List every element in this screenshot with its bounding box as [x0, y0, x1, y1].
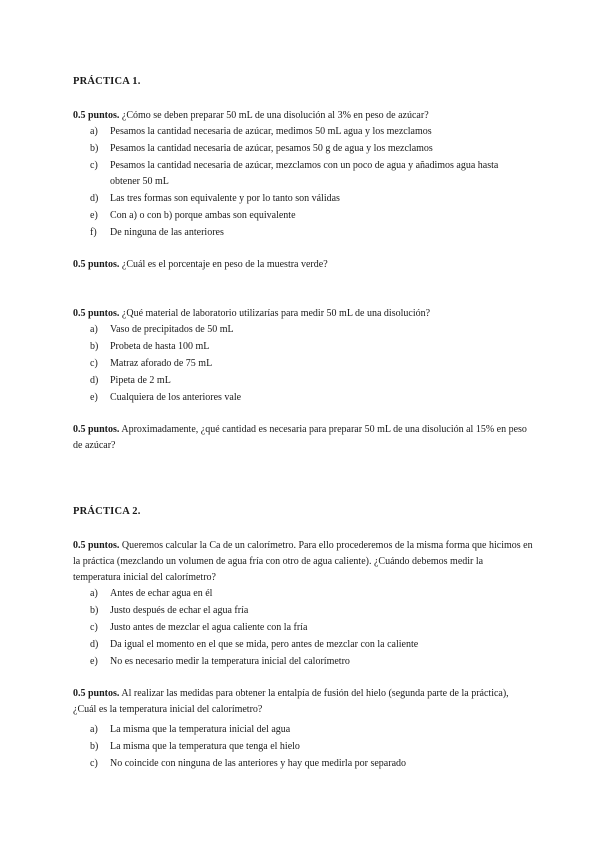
options-2-2 [73, 722, 533, 773]
section-title-practica-2: PRÁCTICA 2. [73, 506, 141, 517]
option-text: Probeta de hasta 100 mL [110, 341, 210, 352]
option-text: De ninguna de las anteriores [110, 227, 224, 238]
option-item [73, 654, 533, 671]
option-item [73, 141, 533, 158]
option-text: Vaso de precipitados de 50 mL [110, 324, 234, 335]
option-item [73, 322, 533, 339]
option-label: d) [90, 639, 99, 650]
option-label: b) [90, 741, 99, 752]
question-points: 0.5 puntos. [73, 308, 120, 319]
option-item [73, 225, 533, 242]
option-label: c) [90, 160, 98, 171]
option-item [73, 586, 533, 603]
option-text: La misma que la temperatura que tenga el hielo [110, 741, 300, 752]
question-1-4 [73, 422, 533, 454]
option-text: La misma que la temperatura inicial del agua [110, 724, 291, 735]
section-title-practica-1: PRÁCTICA 1. [73, 76, 141, 87]
question-1-1 [73, 108, 533, 124]
options-1-3 [73, 322, 533, 407]
question-1-3 [73, 306, 533, 322]
option-item [73, 722, 533, 739]
question-points: 0.5 puntos. [73, 259, 120, 270]
question-2-1 [73, 538, 533, 586]
option-label: a) [90, 126, 98, 137]
option-item [73, 390, 533, 407]
option-text: Cualquiera de los anteriores vale [110, 392, 242, 403]
option-label: e) [90, 392, 98, 403]
option-text: Pesamos la cantidad necesaria de azúcar, medimos 50 mL agua y los mezclamos [110, 126, 432, 137]
option-item [73, 756, 533, 773]
option-item [73, 208, 533, 225]
option-label: a) [90, 324, 98, 335]
question-points: 0.5 puntos. [73, 688, 120, 699]
option-label: c) [90, 622, 98, 633]
question-points: 0.5 puntos. [73, 424, 120, 435]
option-label: b) [90, 341, 99, 352]
option-label: d) [90, 375, 99, 386]
option-text: Pesamos la cantidad necesaria de azúcar, mezclamos con un poco de agua y añadimos agua hasta obtener 50 mL [110, 160, 499, 187]
option-label: e) [90, 656, 98, 667]
option-label: f) [90, 227, 97, 238]
question-points: 0.5 puntos. [73, 110, 120, 121]
option-label: d) [90, 193, 99, 204]
question-1-2 [73, 257, 533, 273]
option-label: c) [90, 358, 98, 369]
question-points: 0.5 puntos. [73, 540, 120, 551]
option-label: b) [90, 143, 99, 154]
option-label: a) [90, 588, 98, 599]
question-text: Al realizar las medidas para obtener la entalpía de fusión del hielo (segunda parte de la práctica), ¿Cuál es la temperatura inicial del calorímetro? [73, 688, 509, 715]
option-label: a) [90, 724, 98, 735]
question-text: Aproximadamente, ¿qué cantidad es necesaria para preparar 50 mL de una disolución al 15% en peso de azúcar? [73, 424, 527, 451]
options-2-1 [73, 586, 533, 671]
question-text: ¿Qué material de laboratorio utilizarías para medir 50 mL de una disolución? [121, 308, 431, 319]
option-label: e) [90, 210, 98, 221]
option-item [73, 339, 533, 356]
option-text: Pesamos la cantidad necesaria de azúcar, pesamos 50 g de agua y los mezclamos [110, 143, 433, 154]
option-item [73, 158, 533, 191]
option-text: Las tres formas son equivalente y por lo tanto son válidas [110, 193, 340, 204]
option-text: Da igual el momento en el que se mida, pero antes de mezclar con la caliente [110, 639, 419, 650]
option-text: Matraz aforado de 75 mL [110, 358, 213, 369]
option-text: Justo después de echar el agua fría [110, 605, 249, 616]
options-1-1 [73, 124, 533, 242]
option-item [73, 739, 533, 756]
option-text: Pipeta de 2 mL [110, 375, 171, 386]
option-item [73, 124, 533, 141]
option-label: b) [90, 605, 99, 616]
option-text: Antes de echar agua en él [110, 588, 213, 599]
option-item [73, 603, 533, 620]
question-text: ¿Cómo se deben preparar 50 mL de una disolución al 3% en peso de azúcar? [121, 110, 429, 121]
question-text: Queremos calcular la Ca de un calorímetro. Para ello procederemos de la misma forma que hicimos en la práctica (mezclando un volumen de agua fría con otro de agua caliente). ¿Cuándo debemos medir la temperatura inicial del calorímetro? [73, 540, 533, 583]
option-label: c) [90, 758, 98, 769]
question-text: ¿Cuál es el porcentaje en peso de la muestra verde? [121, 259, 328, 270]
option-item [73, 620, 533, 637]
question-2-2 [73, 686, 533, 718]
option-item [73, 373, 533, 390]
option-text: No es necesario medir la temperatura inicial del calorímetro [110, 656, 350, 667]
option-text: Justo antes de mezclar el agua caliente con la fría [110, 622, 308, 633]
option-text: Con a) o con b) porque ambas son equivalente [110, 210, 296, 221]
option-item [73, 637, 533, 654]
option-item [73, 356, 533, 373]
option-text: No coincide con ninguna de las anteriores y hay que medirla por separado [110, 758, 407, 769]
option-item [73, 191, 533, 208]
